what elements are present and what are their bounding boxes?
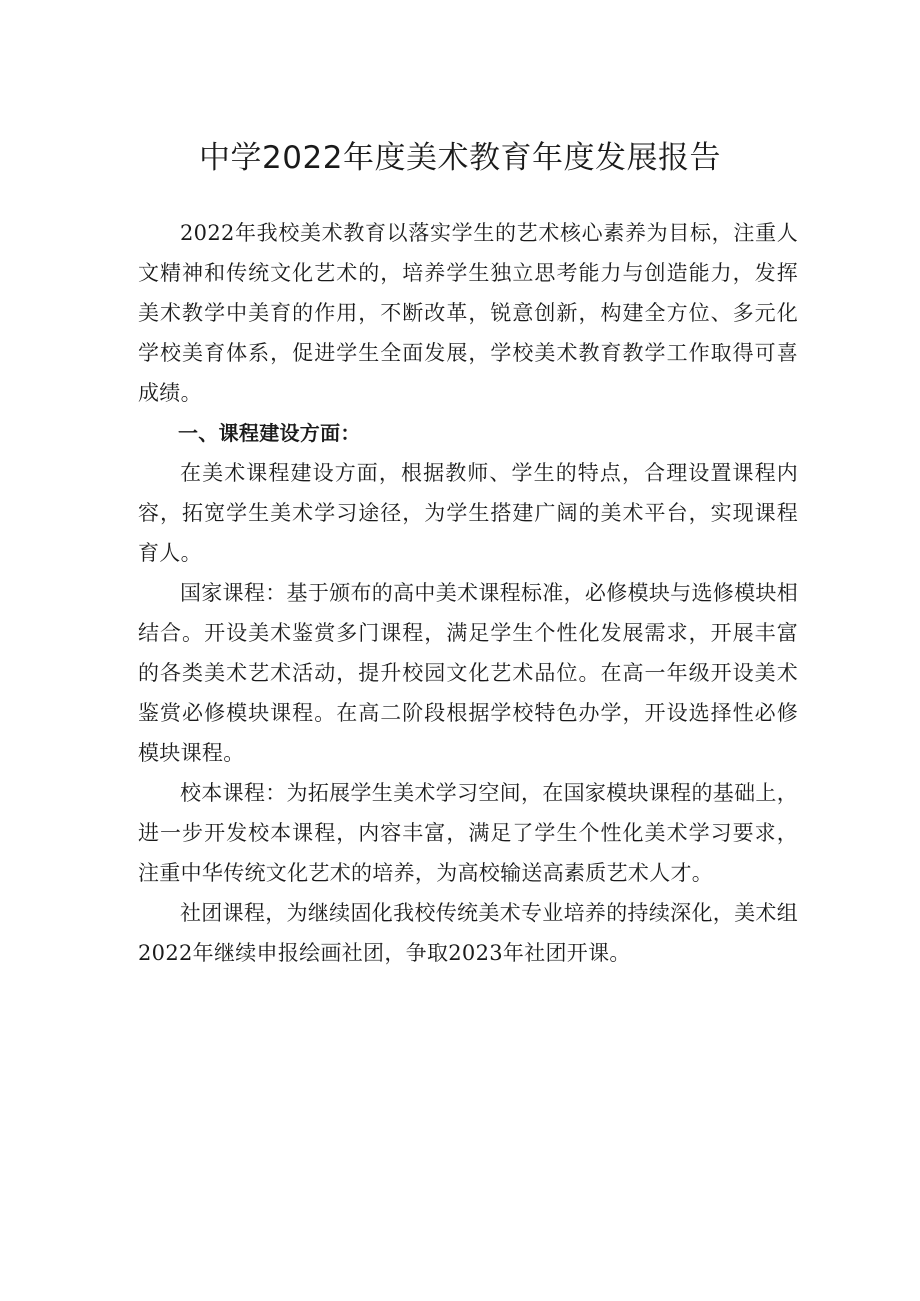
- club-course-paragraph: 社团课程，为继续固化我校传统美术专业培养的持续深化，美术组2022年继续申报绘画社团，争取2023年社团开课。: [138, 901, 798, 965]
- section-heading-course-construction: 一、课程建设方面：: [178, 421, 361, 445]
- document-body: [138, 213, 798, 973]
- national-course-paragraph: 国家课程：基于颁布的高中美术课程标准，必修模块与选修模块相结合。开设美术鉴赏多门课程，满足学生个性化发展需求，开展丰富的各类美术艺术活动，提升校园文化艺术品位。在高一年级开设美术鉴赏必修模块课程。在高二阶段根据学校特色办学，开设选择性必修模块课程。: [138, 581, 798, 765]
- document-title: 中学2022年度美术教育年度发展报告: [199, 140, 721, 176]
- course-construction-paragraph: 在美术课程建设方面，根据教师、学生的特点，合理设置课程内容，拓宽学生美术学习途径，为学生搭建广阔的美术平台，实现课程育人。: [138, 461, 798, 565]
- school-course-paragraph: 校本课程：为拓展学生美术学习空间，在国家模块课程的基础上，进一步开发校本课程，内容丰富，满足了学生个性化美术学习要求，注重中华传统文化艺术的培养，为高校输送高素质艺术人才。: [138, 781, 798, 885]
- intro-paragraph: 2022年我校美术教育以落实学生的艺术核心素养为目标，注重人文精神和传统文化艺术的，培养学生独立思考能力与创造能力，发挥美术教学中美育的作用，不断改革，锐意创新，构建全方位、多元化学校美育体系，促进学生全面发展，学校美术教育教学工作取得可喜成绩。: [138, 221, 798, 405]
